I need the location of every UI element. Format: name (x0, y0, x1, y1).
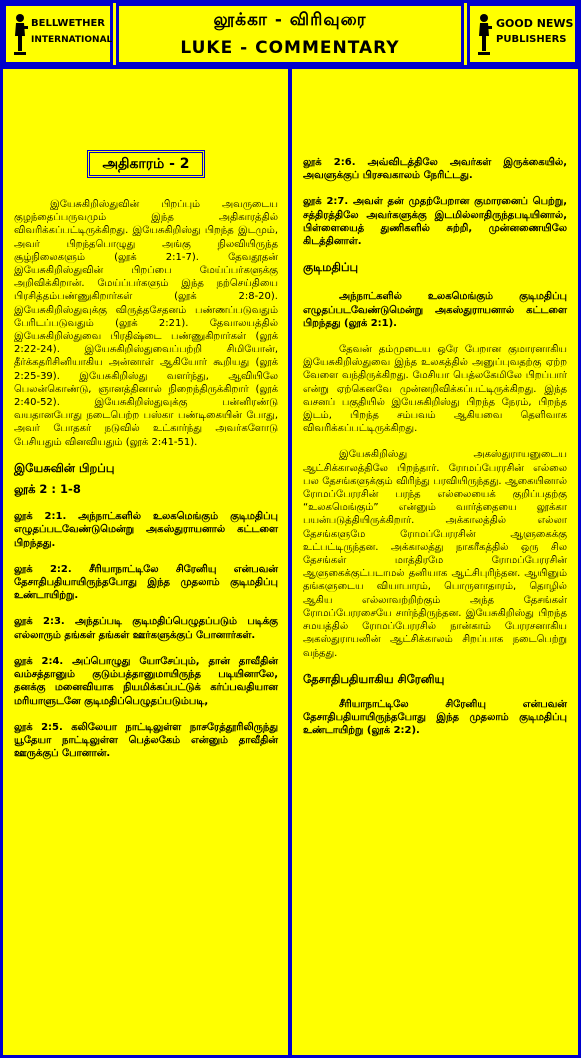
page-header (0, 0, 581, 68)
right-column (303, 72, 567, 751)
commentary-paragraph-2: இயேசுகிறிஸ்து அகஸ்துராயனுடைய ஆட்சிக்காலத்திலே பிறந்தார். ரோமப்பேரரசின் எல்லை பல தேசங்களுக்கும் விரிந்து பரவியிருந்தது. ஆகையினால் ரோமப்பேரரசின் பரந்த எல்லையைக் குறிப்பதற்கு “உலகமெங்கும்” என்னும் வார்த்தையை லூக்கா பயன்படுத்தியிருக்கிறார். அக்காலத்தில் எல்லா தேசங்களுமே ரோமப்பேரரசின் ஆளுகைக்கு உட்பட்டிருந்தன. அக்காலத்து நாகரீகத்தில் ஒரு சில தேசங்கள் மாத்திரமே ரோமப்பேரரசின் ஆளுகைக்குட்படாமல் தனியாக ஆட்சிபுரிந்தன. ஆயினும் தங்களுடைய வியாபாரம், பொருளாதாரம், தொழில் ஆகிய எல்லாவற்றிற்கும் அந்த தேசங்கள் ரோமப்பேரரசையே சார்ந்திருந்தன. இயேசுகிறிஸ்து பிறந்த சமயத்தில் ரோமப்பேரரசில் நான்காம் பேரரசனாகிய அகஸ்துராயனின் ஆட்சிக்காலம் சிறப்பாக நடைபெற்று வந்தது. (303, 449, 567, 659)
verse-7: லூக் 2:7. அவள் தன் முதற்பேறான குமாரனைப் பெற்று, சத்திரத்திலே அவர்களுக்கு இடமில்லாதிருந்தபடியினால், பிள்ளையைத் துணிகளில் சுற்றி, முன்னணையிலே கிடத்தினாள். (303, 196, 567, 248)
verse-2: லூக் 2:2. சீரியாநாட்டிலே சிரேனியு என்பவன் தேசாதிபதியாயிருந்தபோது இந்த முதலாம் குடிமதிப்பு உண்டாயிற்று. (14, 563, 278, 602)
title-box (116, 3, 464, 65)
right-logo-line2: PUBLISHERS (496, 34, 567, 45)
publisher-logo-right (467, 3, 578, 65)
quote-verse-1: அந்நாட்களில் உலகமெங்கும் குடிமதிப்பு எழுதப்படவேண்டுமென்று அகஸ்துராயனால் கட்டளை பிறந்தது (லூக் 2:1). (303, 291, 567, 329)
verse-5: லூக் 2:5. கலிலேயா நாட்டிலுள்ள நாசரேத்தூரிலிருந்து யூதேயா நாட்டிலுள்ள பெத்லகேம் என்னும் தாவீதின் ஊருக்குப் போனான். (14, 721, 278, 760)
publisher-logo-left (3, 3, 113, 65)
quote-verse-2: சீரியாநாட்டிலே சிரேனியு என்பவன் தேசாதிபதியாயிருந்தபோது இந்த முதலாம் குடிமதிப்பு உண்டாயிற்று (லூக் 2:2). (303, 698, 567, 737)
chapter-intro: இயேசுகிறிஸ்துவின் பிறப்பும் அவருடைய குழந்தைப்பருவமும் இந்த அதிகாரத்தில் விவரிக்கப்பட்டிருக்கிறது. இயேசுகிறிஸ்து பிறந்த இடமும், அவர் பிறந்தபொழுது அங்கு நிலவியிருந்த சூழ்நிலைகளும் (லூக் 2:1-7). தேவதூதன் இயேசுகிறிஸ்துவின் பிறப்பை மேய்ப்பர்களுக்கு அறிவிக்கிறான். மேய்ப்பர்களும் இந்த நற்செய்தியை பிரசித்தம்பண்ணுகிறார்கள் (லூக் 2:8-20). இயேசுகிறிஸ்துவுக்கு விருத்தசேதனம் பண்ணப்படுவதும் பேரிடப்படுவதும் (லூக் 2:21). தேவாலயத்தில் இயேசுகிறிஸ்துவை பிரதிஷ்டை பண்ணுகிறார்கள் (லூக் 2:22-24). இயேசுகிறிஸ்துவைப்பற்றி சிமியோன், தீர்க்கதரிசினியாகிய அன்னாள் ஆகியோர் கூறியது (லூக் 2:25-39). இயேசுகிறிஸ்து வளர்ந்து, ஆவியிலே பெலன்கொண்டு, ஞானத்தினால் நிறைந்திருக்கிறார் (லூக் 2:40-52). இயேசுகிறிஸ்துவுக்கு பன்னிரண்டு வயதானபோது நடைபெற்ற பஸ்கா பண்டிகையின் போது, அவர் போதகர் நடுவில் உட்கார்ந்து அவர்களோடு பேசியதும் வினவியதும் (லூக் 2:41-51). (14, 199, 278, 448)
left-logo-line2: INTERNATIONAL (31, 35, 113, 45)
chapter-heading: அதிகாரம் - 2 (87, 150, 205, 178)
subheading-governor: தேசாதிபதியாகிய சிரேனியு (303, 671, 445, 686)
reading-figure-icon (475, 12, 493, 56)
commentary-paragraph-1: தேவன் தம்முடைய ஒரே பேறான குமாரனாகிய இயேசுகிறிஸ்துவை இந்த உலகத்தில் அனுப்புவதற்கு ஏற்ற வேளை வந்திருக்கிறது. மேசியா பெத்லகேமிலே பிறப்பார் என்று ஏற்கெனவே முன்னறிவிக்கப்பட்டிருக்கிறது. இந்த வசனப் பகுதியில் இயேசுகிறிஸ்து பிறந்த நேரம், பிறந்த இடம், பிறந்த சம்பவம் ஆகியவை தெளிவாக விவரிக்கப்பட்டிருக்கிறது. (303, 344, 567, 435)
verse-3: லூக் 2:3. அந்தப்படி குடிமதிப்பெழுதப்படும் படிக்கு எல்லாரும் தங்கள் தங்கள் ஊர்களுக்குப் போனார்கள். (14, 616, 278, 641)
reading-figure-icon (11, 12, 29, 56)
section-title: இயேசுவின் பிறப்பு (14, 460, 115, 475)
title-tamil: லூக்கா - விரிவுரை (213, 10, 367, 30)
right-logo-line1: GOOD NEWS (496, 17, 574, 30)
verse-1: லூக் 2:1. அந்நாட்களில் உலகமெங்கும் குடிமதிப்பு எழுதப்படவேண்டுமென்று அகஸ்துராயனால் கட்டளை பிறந்தது. (14, 511, 278, 549)
section-reference: லூக் 2 : 1-8 (14, 482, 81, 497)
title-english: LUKE - COMMENTARY (180, 38, 400, 58)
left-logo-line1: BELLWETHER (31, 18, 106, 29)
column-divider (288, 65, 292, 1058)
verse-4: லூக் 2:4. அப்பொழுது யோசேப்பும், தான் தாவீதின் வம்சத்தானும் குடும்பத்தானுமாயிருந்த படியினாலே, தனக்கு மனைவியாக நியமிக்கப்பட்டுக் கர்ப்பவதியான மரியாளுடனே குடிமதிப்பெழுதப்படும்படி, (14, 655, 278, 707)
left-column (14, 72, 278, 773)
verse-6: லூக் 2:6. அவ்விடத்திலே அவர்கள் இருக்கையில், அவளுக்குப் பிரசவகாலம் நேரிட்டது. (303, 157, 567, 182)
subheading-census: குடிமதிப்பு (303, 260, 359, 275)
